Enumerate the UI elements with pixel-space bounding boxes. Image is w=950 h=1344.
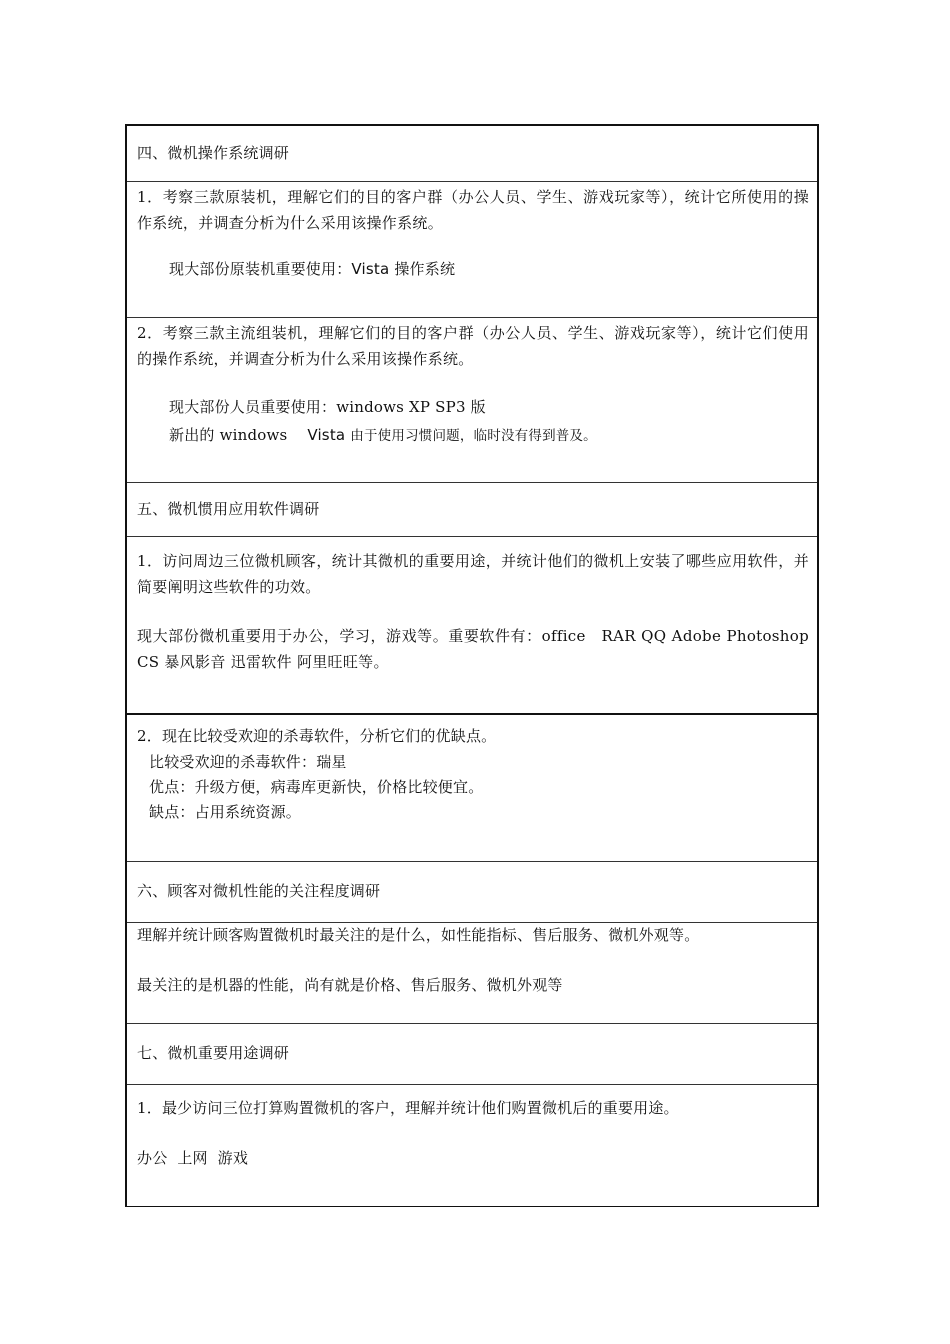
section-4-answer-2-line-1: 现大部份人员重要使用：windows XP SP3 版 <box>169 398 486 416</box>
section-6-heading: 六、顾客对微机性能的关注程度调研 <box>137 882 381 900</box>
section-6-question-1: 理解并统计顾客购置微机时最关注的是什么，如性能指标、售后服务、微机外观等。 <box>137 926 700 944</box>
section-6-answer-1: 最关注的是机器的性能，尚有就是价格、售后服务、微机外观等 <box>137 976 563 994</box>
report-table <box>125 124 819 1207</box>
section-5-question-1: 1．访问周边三位微机顾客，统计其微机的重要用途，并统计他们的微机上安装了哪些应用软件，并简要阐明这些软件的功效。 <box>137 552 809 596</box>
section-5-answer-2-line-2: 优点：升级方便，病毒库更新快，价格比较便宜。 <box>149 778 484 796</box>
section-5-answer-2-line-1: 比较受欢迎的杀毒软件：瑞星 <box>149 753 347 771</box>
section-5-item-1-row <box>127 537 817 715</box>
section-6-item-1-row <box>127 923 817 1024</box>
section-7-heading: 七、微机重要用途调研 <box>137 1044 290 1062</box>
section-5-heading: 五、微机惯用应用软件调研 <box>137 500 320 518</box>
section-4-question-2: 2．考察三款主流组装机，理解它们的目的客户群（办公人员、学生、游戏玩家等），统计它们使用的操作系统，并调查分析为什么采用该操作系统。 <box>137 324 809 368</box>
section-4-answer-1: 现大部份原装机重要使用：Vista 操作系统 <box>169 260 456 278</box>
section-4-answer-2-prefix: 新出的 windows <box>169 426 288 444</box>
section-5-heading-row <box>127 483 817 537</box>
section-7-answer-1: 办公 上网 游戏 <box>137 1149 249 1167</box>
section-4-heading-row <box>127 126 817 182</box>
section-4-answer-2-line-2 <box>169 422 597 449</box>
section-4-question-1: 1．考察三款原装机，理解它们的目的客户群（办公人员、学生、游戏玩家等），统计它所使用的操作系统，并调查分析为什么采用该操作系统。 <box>137 188 809 232</box>
section-5-answer-1: 现大部份微机重要用于办公，学习，游戏等。重要软件有：office RAR QQ Adobe Photoshop CS 暴风影音 迅雷软件 阿里旺旺等。 <box>137 627 809 671</box>
section-4-item-2-row <box>127 318 817 483</box>
section-7-heading-row <box>127 1024 817 1085</box>
section-7-item-1-row <box>127 1085 817 1209</box>
section-4-answer-2-suffix: 由于使用习惯问题，临时没有得到普及。 <box>350 428 597 444</box>
section-6-heading-row <box>127 862 817 923</box>
section-4-heading: 四、微机操作系统调研 <box>137 144 290 162</box>
section-7-question-1: 1．最少访问三位打算购置微机的客户，理解并统计他们购置微机后的重要用途。 <box>137 1099 679 1117</box>
section-4-item-1-row <box>127 182 817 318</box>
section-5-item-2-row <box>127 715 817 862</box>
section-5-answer-2-line-3: 缺点：占用系统资源。 <box>149 803 302 821</box>
section-4-answer-2-vista: Vista <box>307 426 346 444</box>
section-5-question-2: 2．现在比较受欢迎的杀毒软件，分析它们的优缺点。 <box>137 727 497 745</box>
